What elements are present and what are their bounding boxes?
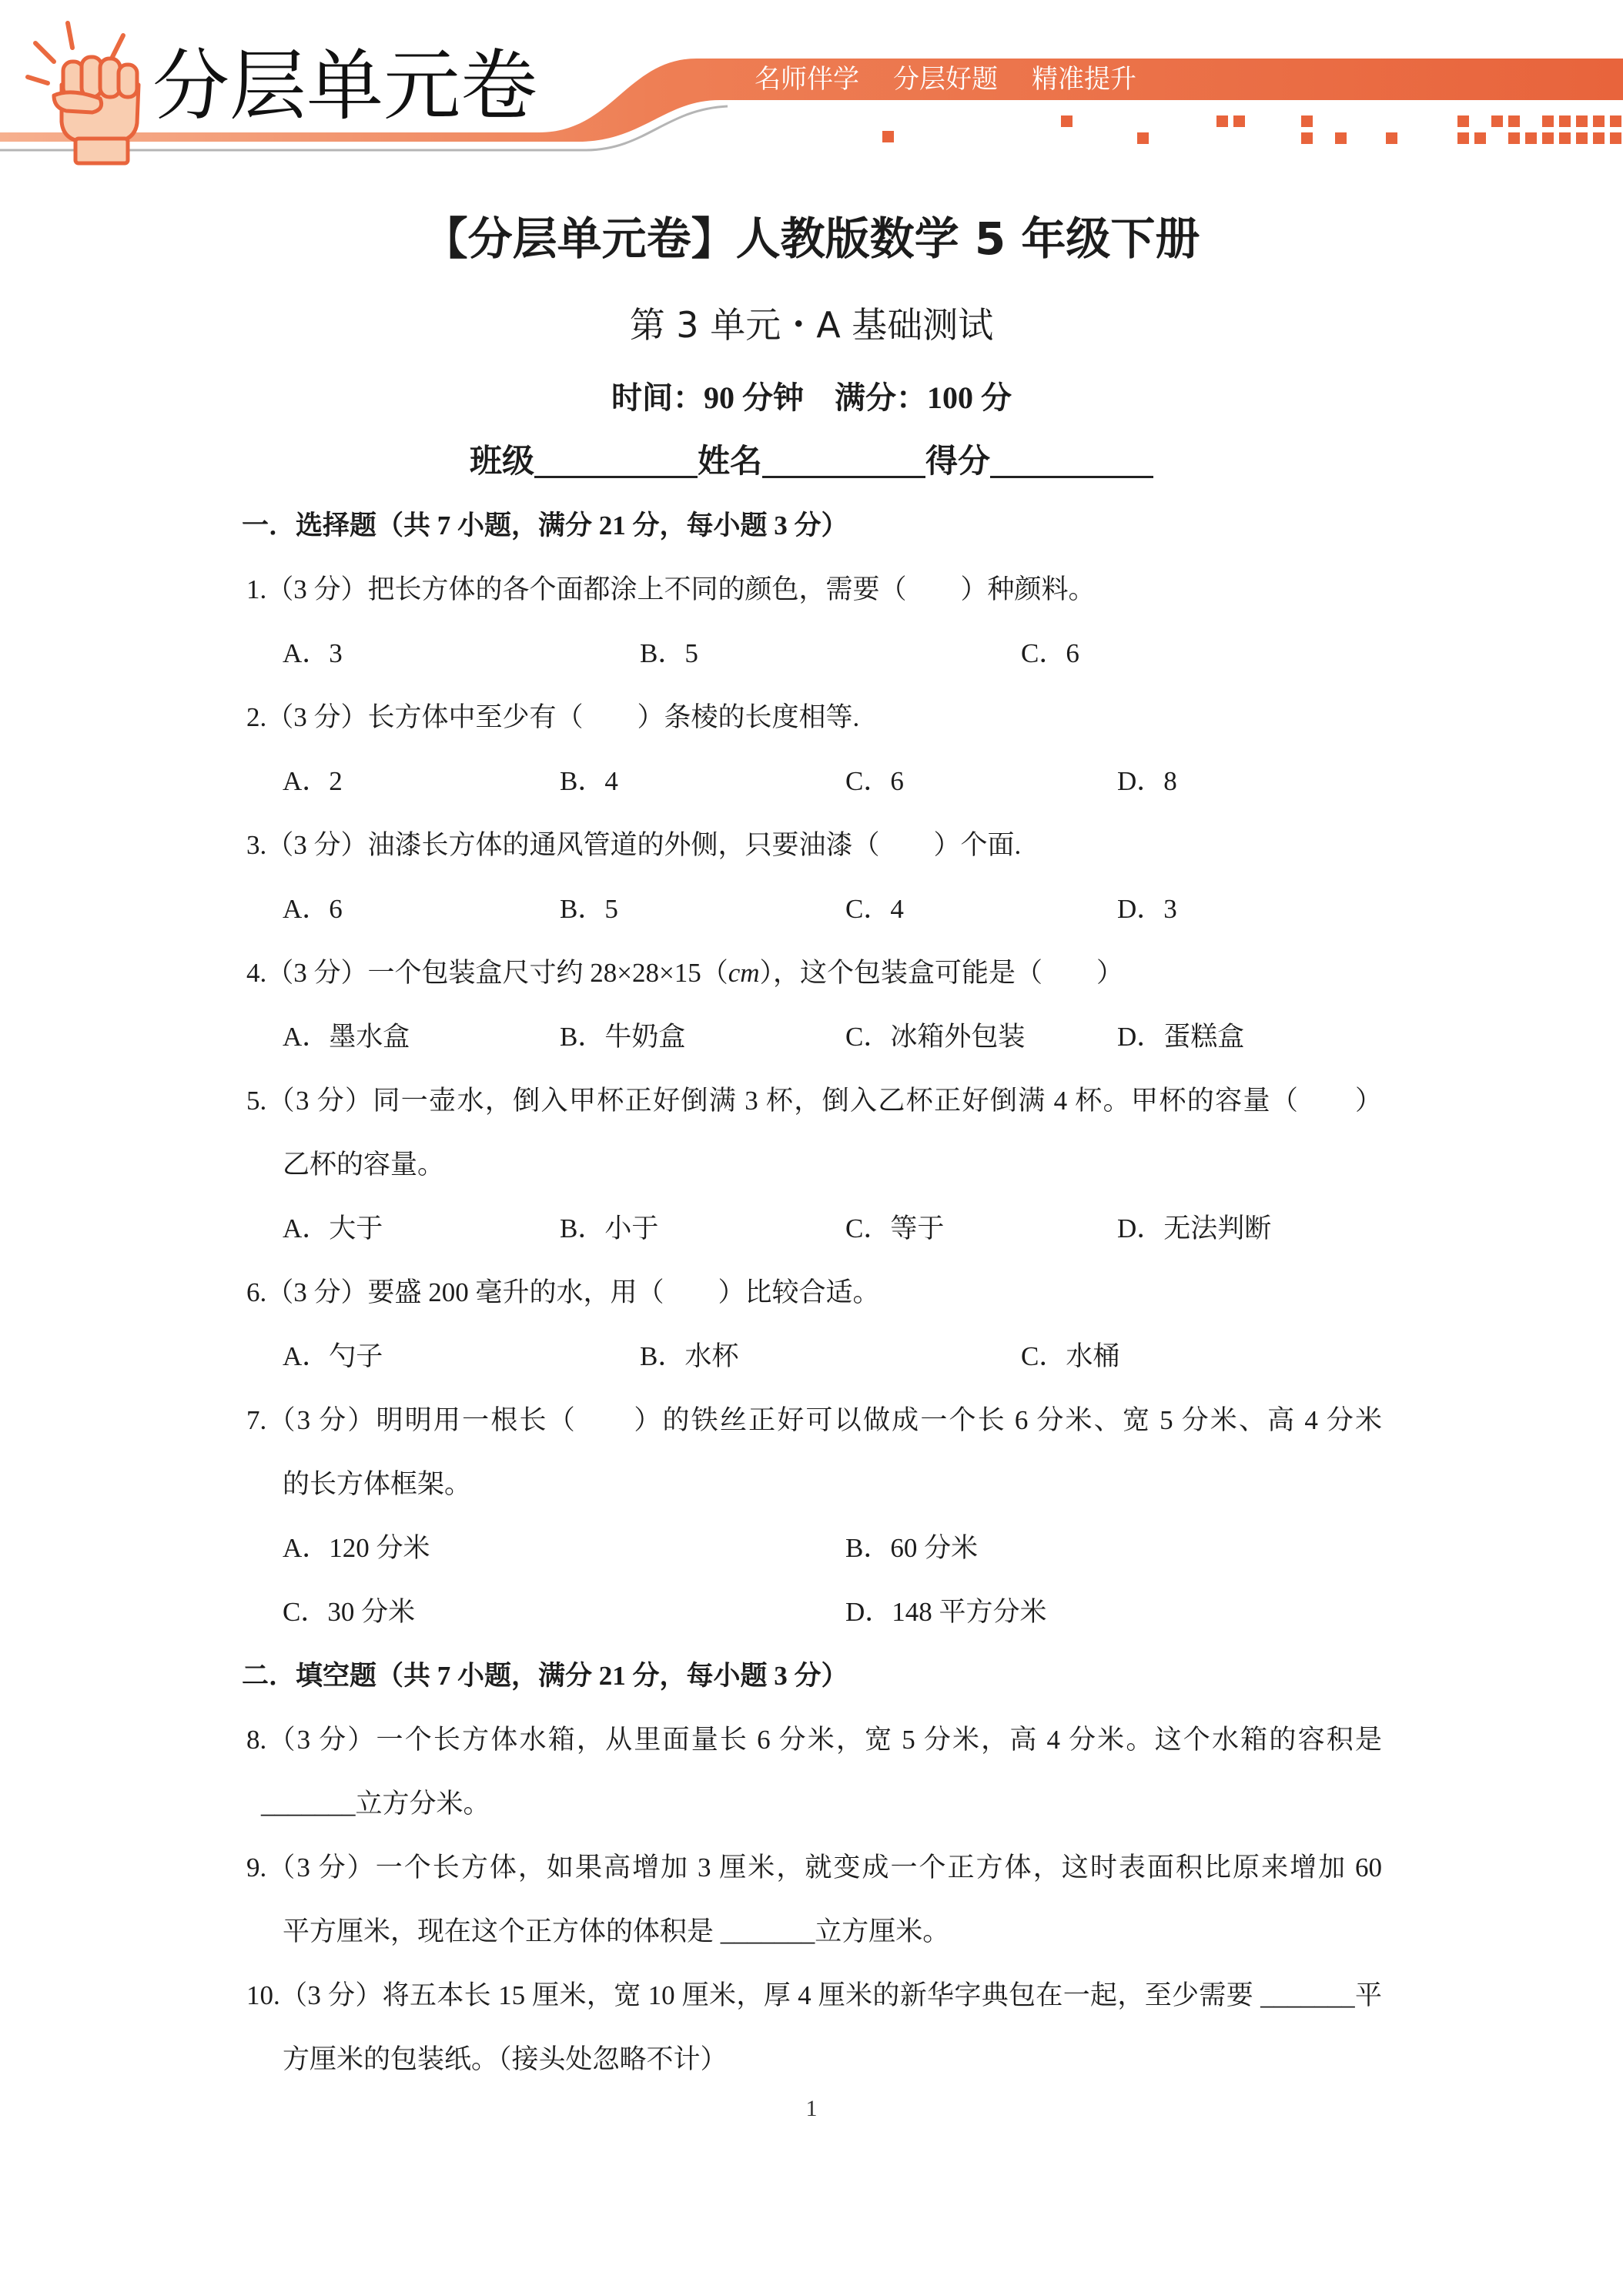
question-row bbox=[0, 685, 1623, 749]
decor-dot bbox=[1559, 132, 1571, 144]
question-9-text: 9.（3 分）一个长方体，如果高增加 3 厘米，就变成一个正方体，这时表面积比原来增加 60 bbox=[246, 1853, 1382, 1883]
page-number: 1 bbox=[805, 2096, 818, 2121]
question-4-text-after: ），这个包装盒可能是（ ） bbox=[759, 958, 1124, 988]
decorative-dots bbox=[882, 115, 1621, 144]
decor-dot bbox=[1457, 115, 1469, 127]
question-row bbox=[0, 557, 1623, 621]
question-3-text: 3.（3 分）油漆长方体的通风管道的外侧，只要油漆（ ）个面. bbox=[246, 830, 1022, 860]
section-heading-row bbox=[0, 494, 1623, 557]
student-info-row bbox=[0, 440, 1623, 484]
question-6-option-b: B．水杯 bbox=[640, 1341, 739, 1371]
question-row-continued bbox=[0, 1899, 1623, 1963]
field-label-name: 姓名 bbox=[697, 444, 762, 480]
decor-dot bbox=[1610, 132, 1621, 144]
question-4-option-c: C．冰箱外包装 bbox=[845, 1022, 1026, 1052]
page-subtitle: 第 3 单元・A 基础测试 bbox=[629, 304, 994, 346]
question-10-text-continued: 方厘米的包装纸。（接头处忽略不计） bbox=[283, 2044, 728, 2074]
decor-dot bbox=[1525, 132, 1537, 144]
question-5-text-continued: 乙杯的容量。 bbox=[283, 1150, 445, 1180]
decor-dot bbox=[882, 131, 894, 142]
options-row bbox=[0, 877, 1623, 941]
question-9-text-continued: 平方厘米，现在这个正方体的体积是 _______立方厘米。 bbox=[283, 1916, 950, 1946]
question-7-option-d: D．148 平方分米 bbox=[845, 1597, 1047, 1627]
section-heading-fill-blank: 二．填空题（共 7 小题，满分 21 分，每小题 3 分） bbox=[242, 1661, 848, 1691]
question-7-option-c: C．30 分米 bbox=[283, 1597, 416, 1627]
question-1-option-c: C．6 bbox=[1021, 638, 1079, 668]
question-1-option-b: B．5 bbox=[640, 638, 698, 668]
question-7-text: 7.（3 分）明明用一根长（ ）的铁丝正好可以做成一个长 6 分米、宽 5 分米、高 4 分米 bbox=[246, 1405, 1382, 1435]
question-4-option-a: A．墨水盒 bbox=[283, 1022, 410, 1052]
question-row bbox=[0, 941, 1623, 1005]
decor-dot bbox=[1593, 132, 1605, 144]
question-2-option-c: C．6 bbox=[845, 766, 904, 796]
options-row bbox=[0, 1580, 1623, 1644]
question-4-unit: cm bbox=[728, 958, 760, 988]
decor-dot bbox=[1610, 115, 1621, 127]
field-blank-class bbox=[534, 475, 698, 478]
field-label-score: 得分 bbox=[925, 444, 991, 480]
decor-dot bbox=[1593, 115, 1605, 127]
field-blank-name bbox=[762, 475, 925, 478]
options-row bbox=[0, 621, 1623, 685]
question-row bbox=[0, 1069, 1623, 1133]
decor-dot bbox=[1542, 132, 1554, 144]
question-row bbox=[0, 1836, 1623, 1899]
decor-dot bbox=[1576, 115, 1588, 127]
question-3-option-b: B．5 bbox=[560, 894, 618, 924]
question-1-option-a: A．3 bbox=[283, 638, 343, 668]
decor-dot bbox=[1457, 132, 1469, 144]
question-4-text-before: 4.（3 分）一个包装盒尺寸约 28×28×15（ bbox=[246, 958, 728, 988]
decor-dot bbox=[1216, 115, 1228, 127]
options-row bbox=[0, 1005, 1623, 1069]
section-heading-row bbox=[0, 1644, 1623, 1708]
question-3-option-c: C．4 bbox=[845, 894, 904, 924]
question-2-option-d: D．8 bbox=[1117, 766, 1177, 796]
page-title: 【分层单元卷】人教版数学 5 年级下册 bbox=[423, 213, 1200, 265]
header-slogans bbox=[755, 59, 1170, 100]
raised-fist-icon bbox=[28, 23, 139, 163]
question-6-text: 6.（3 分）要盛 200 毫升的水，用（ ）比较合适。 bbox=[246, 1277, 880, 1307]
decor-dot bbox=[1508, 115, 1520, 127]
question-row bbox=[0, 1963, 1623, 2027]
options-row bbox=[0, 1516, 1623, 1580]
slogan-item: 精准提升 bbox=[1032, 64, 1136, 95]
question-8-text: 8.（3 分）一个长方体水箱，从里面量长 6 分米，宽 5 分米，高 4 分米。这个水箱的容积是 bbox=[246, 1725, 1382, 1755]
question-row bbox=[0, 813, 1623, 877]
slogan-item: 分层好题 bbox=[893, 64, 998, 95]
question-row bbox=[0, 1260, 1623, 1324]
question-7-option-b: B．60 分米 bbox=[845, 1533, 979, 1563]
question-5-option-b: B．小于 bbox=[560, 1213, 659, 1243]
decor-dot bbox=[1542, 115, 1554, 127]
question-2-option-b: B．4 bbox=[560, 766, 618, 796]
exam-info: 时间：90 分钟 满分：100 分 bbox=[611, 380, 1012, 415]
question-5-option-d: D．无法判断 bbox=[1117, 1213, 1272, 1243]
decor-dot bbox=[1386, 132, 1397, 144]
question-3-option-d: D．3 bbox=[1117, 894, 1177, 924]
question-6-option-a: A．勺子 bbox=[283, 1341, 383, 1371]
decor-dot bbox=[1301, 115, 1313, 127]
question-2-option-a: A．2 bbox=[283, 766, 343, 796]
question-10-text: 10.（3 分）将五本长 15 厘米，宽 10 厘米，厚 4 厘米的新华字典包在一起，至少需要 _______平 bbox=[246, 1980, 1382, 2010]
question-row bbox=[0, 1388, 1623, 1452]
question-2-text: 2.（3 分）长方体中至少有（ ）条棱的长度相等. bbox=[246, 702, 860, 732]
decor-dot bbox=[1335, 132, 1347, 144]
question-4-option-d: D．蛋糕盒 bbox=[1117, 1022, 1245, 1052]
question-content bbox=[0, 494, 1623, 2091]
question-5-option-c: C．等于 bbox=[845, 1213, 945, 1243]
field-blank-score bbox=[990, 475, 1153, 478]
decor-dot bbox=[1137, 132, 1149, 144]
question-6-option-c: C．水桶 bbox=[1021, 1341, 1120, 1371]
question-3-option-a: A．6 bbox=[283, 894, 343, 924]
options-row bbox=[0, 1324, 1623, 1388]
question-7-text-continued: 的长方体框架。 bbox=[283, 1469, 472, 1499]
question-4-text bbox=[246, 941, 1123, 1005]
question-4-option-b: B．牛奶盒 bbox=[560, 1022, 686, 1052]
question-row-continued bbox=[0, 2027, 1623, 2091]
options-row bbox=[0, 1197, 1623, 1260]
decor-dot bbox=[1233, 115, 1245, 127]
logo-text: 分层单元卷 bbox=[152, 41, 537, 131]
question-5-option-a: A．大于 bbox=[283, 1213, 383, 1243]
decor-dot bbox=[1576, 132, 1588, 144]
options-row bbox=[0, 749, 1623, 813]
question-8-text-continued: _______立方分米。 bbox=[261, 1789, 490, 1819]
decor-dot bbox=[1061, 115, 1073, 127]
question-7-option-a: A．120 分米 bbox=[283, 1533, 430, 1563]
question-row-continued bbox=[0, 1452, 1623, 1516]
field-label-class: 班级 bbox=[469, 444, 534, 480]
question-row-continued bbox=[0, 1772, 1623, 1836]
decor-dot bbox=[1559, 115, 1571, 127]
section-heading-choice: 一．选择题（共 7 小题，满分 21 分，每小题 3 分） bbox=[242, 510, 848, 541]
decor-dot bbox=[1301, 132, 1313, 144]
question-row-continued bbox=[0, 1133, 1623, 1197]
decor-dot bbox=[1491, 115, 1503, 127]
decor-dot bbox=[1508, 132, 1520, 144]
question-5-text: 5.（3 分）同一壶水，倒入甲杯正好倒满 3 杯，倒入乙杯正好倒满 4 杯。甲杯的容量（ ） bbox=[246, 1086, 1382, 1116]
question-1-text: 1.（3 分）把长方体的各个面都涂上不同的颜色，需要（ ）种颜料。 bbox=[246, 574, 1096, 604]
decor-dot bbox=[1474, 132, 1486, 144]
question-row bbox=[0, 1708, 1623, 1772]
slogan-item: 名师伴学 bbox=[755, 64, 859, 95]
